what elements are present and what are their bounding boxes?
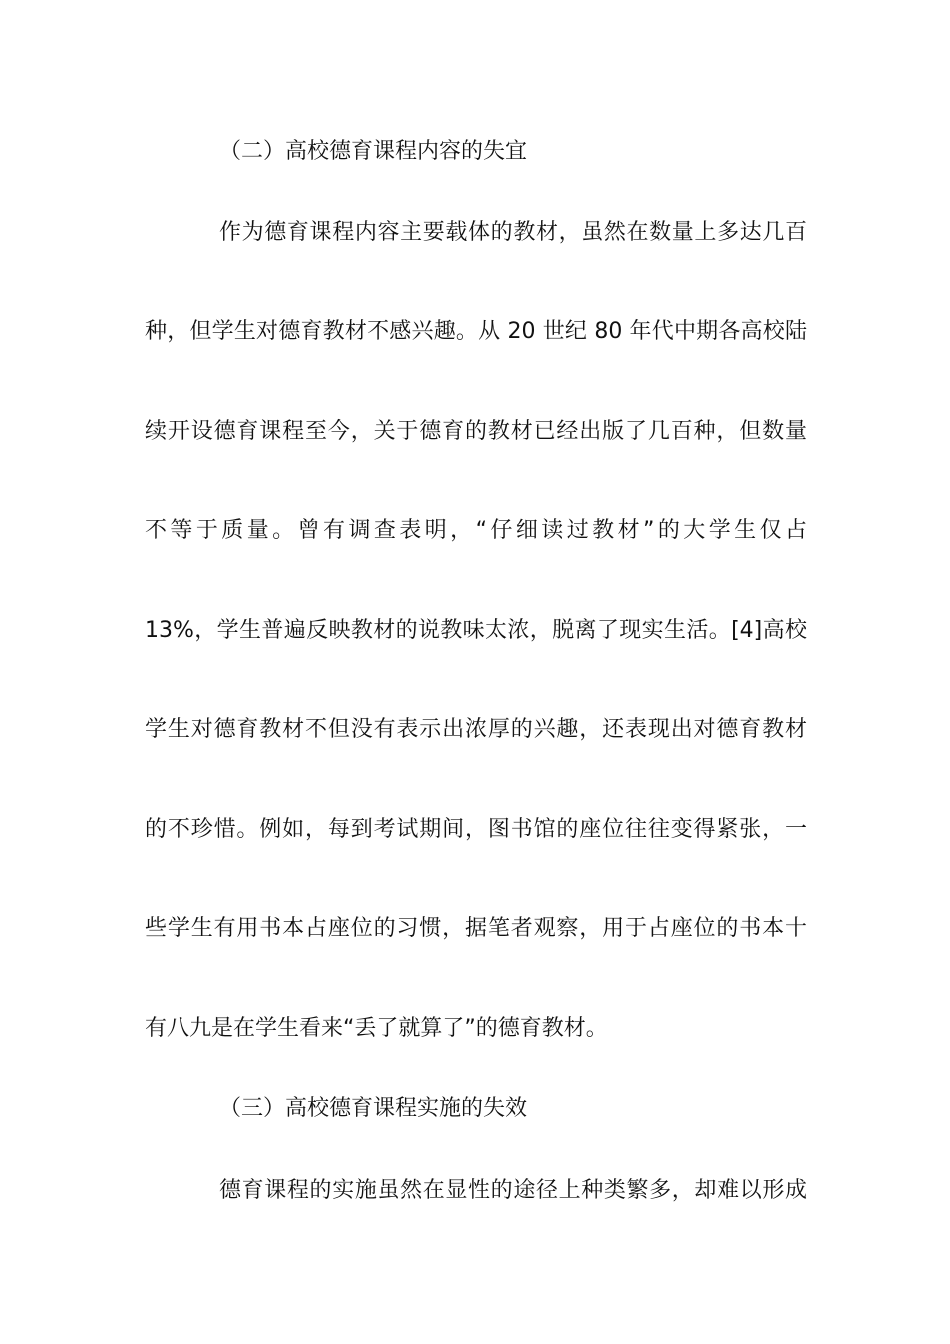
paragraph-line-4: 不等于质量。曾有调查表明，“仔细读过教材”的大学生仅占 xyxy=(145,518,807,543)
paragraph-line-1: 作为德育课程内容主要载体的教材，虽然在数量上多达几百 xyxy=(219,220,807,245)
section-heading-2: （二）高校德育课程内容的失宜 xyxy=(219,139,528,164)
paragraph-line-9: 有八九是在学生看来“丢了就算了”的德育教材。 xyxy=(145,1016,608,1041)
paragraph-line-8: 些学生有用书本占座位的习惯，据笔者观察，用于占座位的书本十 xyxy=(145,916,807,941)
paragraph-line-6: 学生对德育教材不但没有表示出浓厚的兴趣，还表现出对德育教材 xyxy=(145,717,807,742)
paragraph-line-7: 的不珍惜。例如，每到考试期间，图书馆的座位往往变得紧张，一 xyxy=(145,817,807,842)
paragraph-line-10: 德育课程的实施虽然在显性的途径上种类繁多，却难以形成 xyxy=(219,1178,807,1203)
paragraph-line-3: 续开设德育课程至今，关于德育的教材已经出版了几百种，但数量 xyxy=(145,419,807,444)
paragraph-line-5: 13%，学生普遍反映教材的说教味太浓，脱离了现实生活。[4]高校 xyxy=(145,618,807,643)
section-heading-3: （三）高校德育课程实施的失效 xyxy=(219,1096,528,1121)
paragraph-line-2: 种，但学生对德育教材不感兴趣。从 20 世纪 80 年代中期各高校陆 xyxy=(145,319,807,344)
